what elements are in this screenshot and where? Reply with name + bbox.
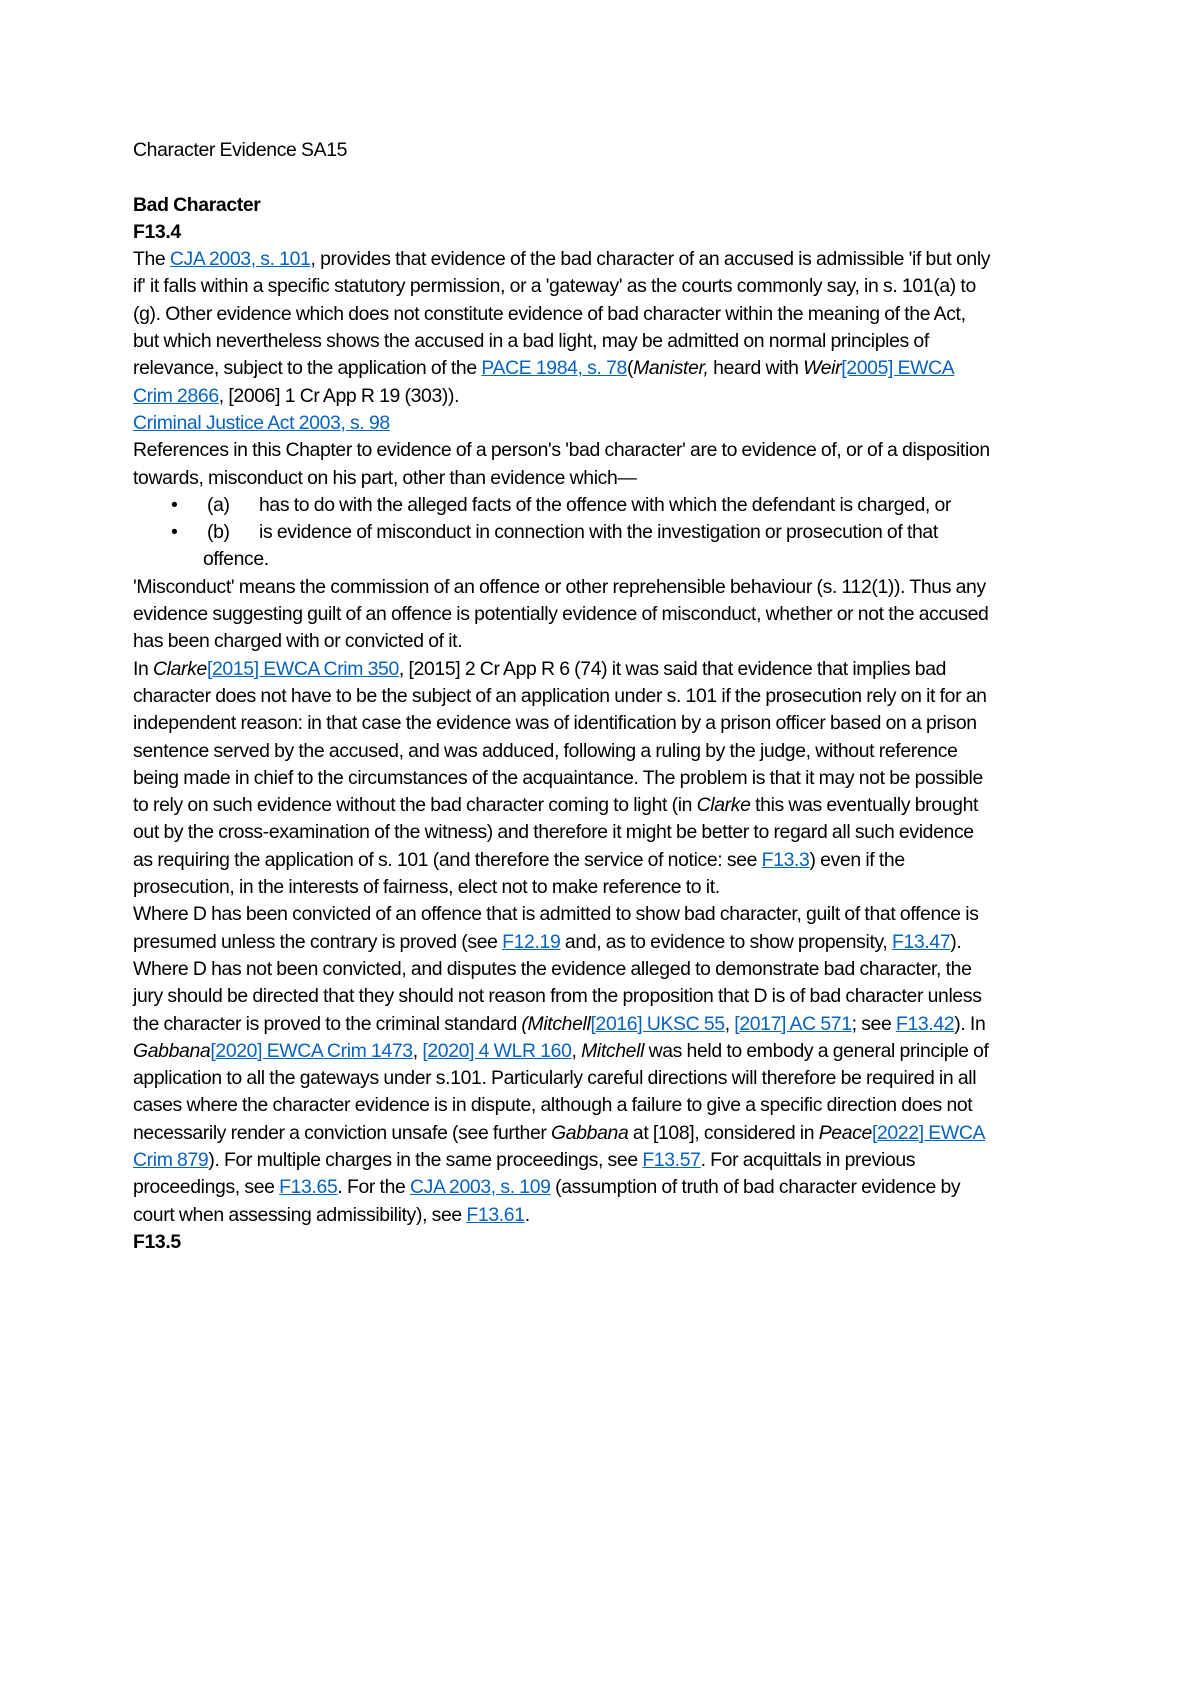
text: . For the bbox=[337, 1176, 410, 1199]
case-name-clarke: Clarke bbox=[696, 794, 751, 817]
statute-list bbox=[133, 492, 993, 574]
link-2015-ewca-crim-350[interactable]: [2015] EWCA Crim 350 bbox=[206, 657, 399, 680]
text: . For acquittals in previous proceedings, see bbox=[133, 1148, 916, 1199]
bullet-icon: • bbox=[171, 493, 178, 516]
statute-list-item-b bbox=[133, 519, 993, 574]
item-text: has to do with the alleged facts of the offence with which the defendant is charged, or bbox=[259, 493, 952, 516]
link-f13-47[interactable]: F13.47 bbox=[892, 930, 951, 953]
case-name-peace: Peace bbox=[818, 1121, 872, 1144]
statute-heading bbox=[133, 410, 993, 437]
item-label: (b) bbox=[207, 521, 230, 544]
case-name-gabbana: Gabbana bbox=[551, 1121, 629, 1144]
text: at [108], considered in bbox=[628, 1121, 819, 1144]
link-f13-61[interactable]: F13.61 bbox=[466, 1203, 525, 1226]
blank-line bbox=[133, 164, 993, 191]
link-f13-42[interactable]: F13.42 bbox=[895, 1012, 955, 1035]
link-pace-1984-s78[interactable]: PACE 1984, s. 78 bbox=[481, 357, 627, 380]
link-f12-19[interactable]: F12.19 bbox=[502, 930, 561, 953]
text: , provides that evidence of the bad character of an accused is admissible 'if but only if' it falls within a specific statutory permission, or a 'gateway' as the courts commonly say, in s. 101(a) to (g). Other evidence which does not constitute evidence of bad character within the meaning of the Act, but which nevertheless shows the accused in a bad light, may be admitted on normal principles of relevance, subject to the application of the bbox=[133, 248, 991, 380]
misconduct-paragraph: 'Misconduct' means the commission of an offence or other reprehensible behaviour (s. 112(1)). Thus any evidence suggesting guilt of an offence is potentially evidence of misconduct, whether or not the accused has been charged with or convicted of it. bbox=[133, 575, 989, 653]
document-title: Character Evidence SA15 bbox=[133, 139, 348, 161]
paragraph-label-f13-5: F13.5 bbox=[133, 1230, 181, 1253]
paragraph-label-f13-4: F13.4 bbox=[133, 220, 181, 243]
text: heard with bbox=[708, 357, 804, 380]
text: ) even if the prosecution, in the interests of fairness, elect not to make reference to it. bbox=[133, 848, 905, 899]
case-name-weir: Weir bbox=[803, 357, 842, 380]
link-2022-ewca-crim-879[interactable]: [2022] EWCA Crim 879 bbox=[133, 1121, 986, 1171]
convicted-paragraph bbox=[133, 901, 993, 1229]
case-name-mitchell: (Mitchell bbox=[521, 1012, 591, 1035]
bullet-icon: • bbox=[171, 521, 178, 544]
case-name-manister: Manister, bbox=[633, 357, 709, 380]
item-text: is evidence of misconduct in connection with the investigation or prosecution of that offence. bbox=[203, 521, 938, 571]
text: . bbox=[524, 1203, 530, 1226]
link-2020-ewca-crim-1473[interactable]: [2020] EWCA Crim 1473 bbox=[210, 1039, 413, 1062]
link-cja-2003-s109[interactable]: CJA 2003, s. 109 bbox=[410, 1176, 551, 1199]
section-heading: Bad Character bbox=[133, 193, 261, 216]
text: this was eventually brought out by the cross-examination of the witness) and therefore it might be better to regard all such evidence as requiring the application of s. 101 (and therefore the service of notice: see bbox=[133, 794, 979, 871]
link-f13-3[interactable]: F13.3 bbox=[761, 848, 810, 871]
text: ( bbox=[626, 357, 634, 380]
text: ). Where D has not been convicted, and disputes the evidence alleged to demonstrate bad character, the jury should be directed that they should not reason from the proposition that D is of bad character unless the character is proved to the criminal standard bbox=[133, 930, 982, 1035]
link-2020-4-wlr-160[interactable]: [2020] 4 WLR 160 bbox=[422, 1039, 572, 1062]
link-f13-57[interactable]: F13.57 bbox=[642, 1148, 701, 1171]
text: ). For multiple charges in the same proceedings, see bbox=[208, 1148, 643, 1171]
link-f13-65[interactable]: F13.65 bbox=[279, 1176, 338, 1199]
text: , [2015] 2 Cr App R 6 (74) it was said that evidence that implies bad character does not have to be the subject of an application under s. 101 if the prosecution rely on it for an independent reason: in that case the evidence was of identification by a prison officer based on a prison sentence served by the accused, and was adduced, following a ruling by the judge, without reference being made in chief to the circumstances of the acquaintance. The problem is that it may not be possible to rely on such evidence without the bad character coming to light (in bbox=[133, 657, 987, 817]
text: ; see bbox=[851, 1012, 896, 1035]
text: ). In bbox=[954, 1012, 986, 1035]
clarke-paragraph bbox=[133, 656, 993, 902]
text: , [2006] 1 Cr App R 19 (303)). bbox=[218, 384, 460, 407]
link-2016-uksc-55[interactable]: [2016] UKSC 55 bbox=[590, 1012, 725, 1035]
case-name-gabbana: Gabbana bbox=[133, 1039, 211, 1062]
text: was held to embody a general principle of application to all the gateways under s.101. Particularly careful directions will therefore be required in all cases where the character evidence is in dispute, although a failure to give a specific direction does not necessarily render a conviction unsafe (see further bbox=[133, 1039, 989, 1144]
text: and, as to evidence to show propensity, bbox=[560, 930, 892, 953]
statute-list-item-a bbox=[133, 492, 993, 519]
link-2017-ac-571[interactable]: [2017] AC 571 bbox=[734, 1012, 852, 1035]
text: In bbox=[133, 657, 154, 680]
text: , bbox=[724, 1012, 735, 1035]
case-name-mitchell: Mitchell bbox=[581, 1039, 645, 1062]
text: , bbox=[412, 1039, 423, 1062]
paragraph-cja-s101 bbox=[133, 246, 993, 410]
text: The bbox=[133, 248, 170, 271]
text: (assumption of truth of bad character evidence by court when assessing admissibility), see bbox=[133, 1176, 961, 1226]
text: Where D has been convicted of an offence that is admitted to show bad character, guilt of that offence is presumed unless the contrary is proved (see bbox=[133, 903, 979, 953]
document-page bbox=[133, 137, 993, 1256]
text: , bbox=[571, 1039, 582, 1062]
item-label: (a) bbox=[207, 493, 230, 516]
link-cja-2003-s101[interactable]: CJA 2003, s. 101 bbox=[169, 248, 311, 271]
case-name-clarke: Clarke bbox=[153, 657, 207, 680]
statute-text: References in this Chapter to evidence of a person's 'bad character' are to evidence of, or of a disposition towards, misconduct on his part, other than evidence which— bbox=[133, 439, 990, 489]
link-cja-2003-s98[interactable]: Criminal Justice Act 2003, s. 98 bbox=[133, 411, 390, 434]
link-2005-ewca-crim-2866[interactable]: [2005] EWCA Crim 2866 bbox=[133, 357, 955, 407]
